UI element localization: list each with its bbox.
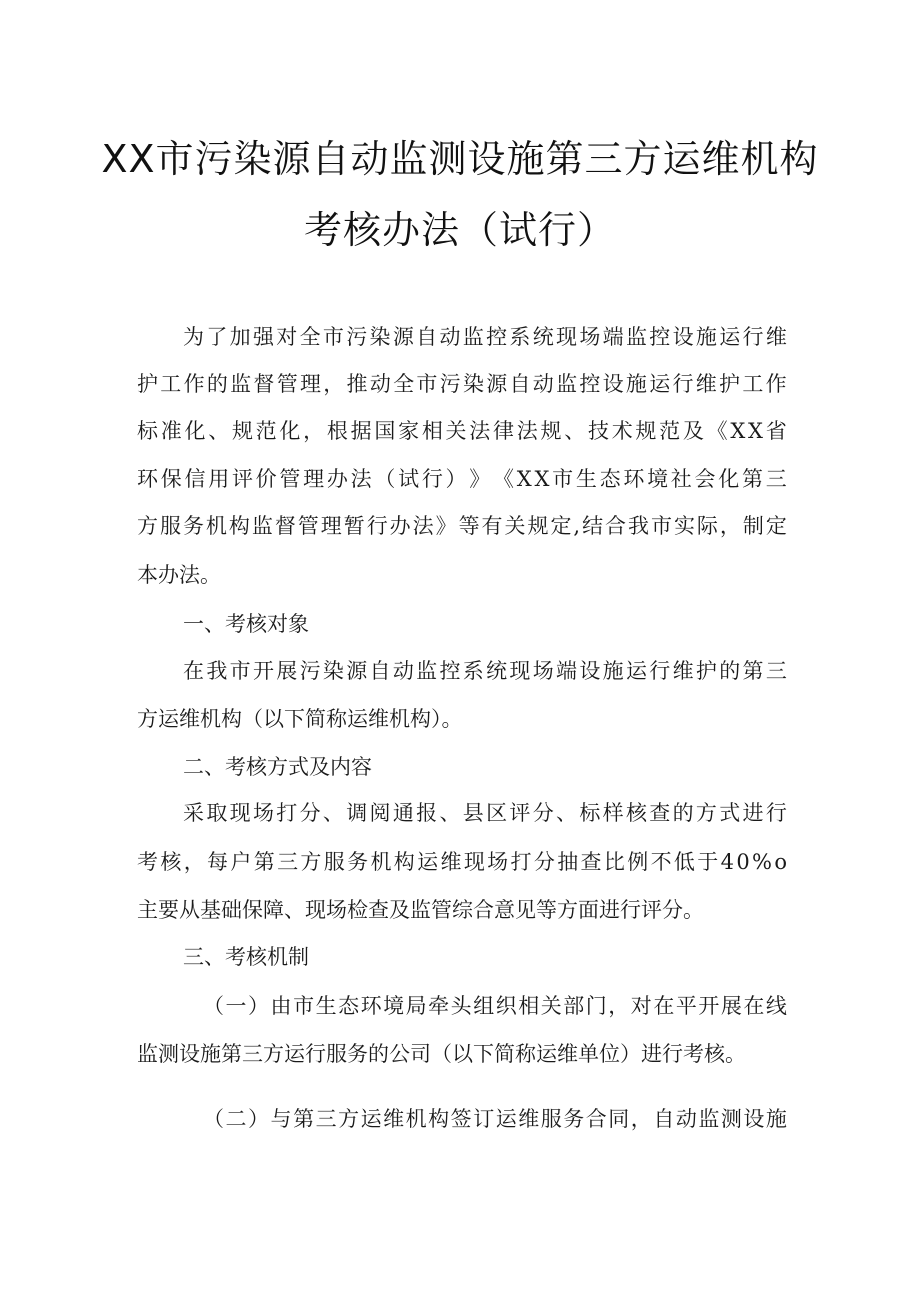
intro-line: 标 准 化 、 规 范 化 ， 根 据 国 家 相 关 法 律 法 规 、 技 术 规 范 及 《 X X 省 [137, 419, 787, 443]
section-1-heading: 一、考核对象 [183, 612, 309, 636]
intro-line: 环 保 信 用 评 价 管 理 办 法 （ 试 行 ） 》 《 X X 市 生 态 环 境 社 会 化 第 三 [137, 467, 787, 491]
section-1-line: 方运维机构（以下简称运维机构）。 [137, 707, 463, 731]
section-3-heading: 三、考核机制 [183, 945, 309, 969]
document-title-line-2: 考核办法（试行） [303, 208, 616, 252]
section-3-item-1-line: 监测设施第三方运行服务的公司（以下简称运维单位）进行考核。 [137, 1042, 746, 1066]
intro-line: 本办法。 [137, 563, 221, 587]
section-2-heading: 二、考核方式及内容 [183, 755, 372, 779]
section-2-line: 采 取 现 场 打 分 、 调 阅 通 报 、 县 区 评 分 、 标 样 核 查 的 方 式 进 行 [183, 801, 787, 825]
document-title-line-1: XX市污染源自动监测设施第三方运维机构 [101, 137, 819, 181]
intro-line: 方 服 务 机 构 监 督 管 理 暂 行 办 法 》 等 有 关 规 定 , 结 合 我 市 实 际 ， 制 定 [137, 514, 787, 538]
section-1-line: 在 我 市 开 展 污 染 源 自 动 监 控 系 统 现 场 端 设 施 运 行 维 护 的 第 三 [183, 659, 787, 683]
section-3-item-2-line: （ 二 ） 与 第 三 方 运 维 机 构 签 订 运 维 服 务 合 同 ， 自 动 监 测 设 施 [203, 1107, 787, 1131]
section-3-item-1-line: （ 一 ） 由 市 生 态 环 境 局 牵 头 组 织 相 关 部 门 ， 对 在 平 开 展 在 线 [203, 994, 787, 1018]
section-2-line: 主要从基础保障、现场检查及监管综合意见等方面进行评分。 [137, 898, 704, 922]
section-2-line: 考 核 ， 每 户 第 三 方 服 务 机 构 运 维 现 场 打 分 抽 查 比 例 不 低 于 4 0 % o [137, 850, 787, 874]
intro-line: 护 工 作 的 监 督 管 理 ， 推 动 全 市 污 染 源 自 动 监 控 设 施 运 行 维 护 工 作 [137, 372, 787, 396]
intro-line: 为 了 加 强 对 全 市 污 染 源 自 动 监 控 系 统 现 场 端 监 控 设 施 运 行 维 [183, 325, 787, 349]
